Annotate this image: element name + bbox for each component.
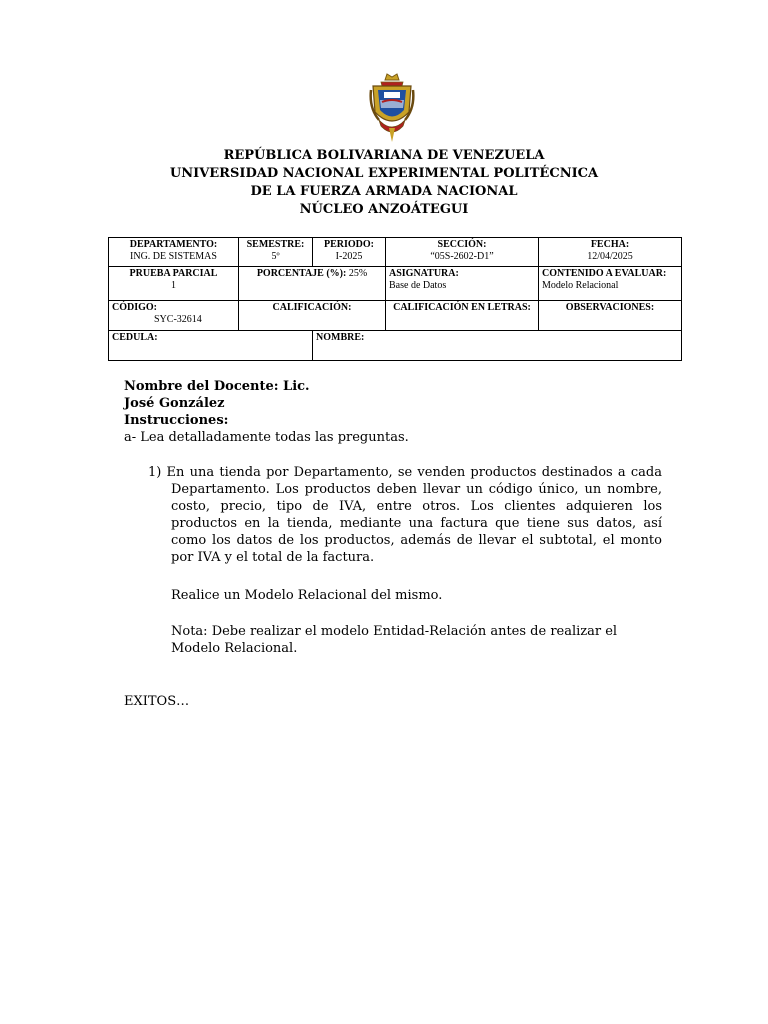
calificacion-letras-cell: CALIFICACIÓN EN LETRAS: bbox=[386, 301, 539, 331]
fecha-cell bbox=[539, 238, 682, 267]
departamento-label: DEPARTAMENTO: bbox=[129, 239, 218, 250]
fecha-label: FECHA: bbox=[590, 239, 630, 250]
contenido-cell bbox=[539, 267, 682, 301]
periodo-value: I-2025 bbox=[335, 251, 363, 262]
semestre-cell bbox=[239, 238, 313, 267]
fecha-value: 12/04/2025 bbox=[587, 251, 633, 262]
seccion-cell bbox=[386, 238, 539, 267]
instruction-a: a- Lea detalladamente todas las preguntas. bbox=[124, 430, 409, 445]
header-republica: REPÚBLICA BOLIVARIANA DE VENEZUELA bbox=[223, 148, 545, 163]
seccion-label: SECCIÓN: bbox=[437, 239, 487, 250]
prueba-parcial-cell bbox=[109, 267, 239, 301]
departamento-cell bbox=[109, 238, 239, 267]
docente-name-line2: José González bbox=[124, 396, 225, 411]
seccion-value: “05S-2602-D1” bbox=[430, 251, 494, 262]
question-1-text: 1) En una tienda por Departamento, se venden productos destinados a cada Departamento. Los productos deben llevar un código único, un nombre, costo, precio, tipo de IVA, entre otros. Los clientes adquieren los productos en la tienda, mediante una factura que tiene sus datos, así como los datos de los productos, además de llevar el subtotal, el monto por IVA y el total de la factura. bbox=[148, 465, 662, 565]
nombre-cell: NOMBRE: bbox=[313, 331, 682, 361]
contenido-value: Modelo Relacional bbox=[542, 280, 619, 291]
codigo-label: CÓDIGO: bbox=[112, 302, 157, 313]
prueba-parcial-label: PRUEBA PARCIAL bbox=[129, 268, 218, 279]
porcentaje-label: PORCENTAJE (%): bbox=[256, 268, 347, 279]
cedula-cell: CEDULA: bbox=[109, 331, 313, 361]
docente-name-line1: Nombre del Docente: Lic. bbox=[124, 379, 310, 394]
departamento-value: ING. DE SISTEMAS bbox=[130, 251, 217, 262]
header-fuerza-armada: DE LA FUERZA ARMADA NACIONAL bbox=[250, 184, 518, 199]
porcentaje-cell bbox=[239, 267, 386, 301]
calificacion-cell: CALIFICACIÓN: bbox=[239, 301, 386, 331]
periodo-label: PERIODO: bbox=[324, 239, 374, 250]
periodo-cell bbox=[313, 238, 386, 267]
asignatura-cell bbox=[386, 267, 539, 301]
instrucciones-heading: Instrucciones: bbox=[124, 413, 229, 428]
question-1-block bbox=[148, 464, 662, 566]
closing-text: EXITOS… bbox=[124, 694, 190, 709]
university-crest-icon bbox=[369, 72, 415, 144]
codigo-value: SYC-32614 bbox=[154, 314, 202, 325]
header-universidad: UNIVERSIDAD NACIONAL EXPERIMENTAL POLITÉCNICA bbox=[169, 166, 599, 181]
observaciones-cell: OBSERVACIONES: bbox=[539, 301, 682, 331]
asignatura-value: Base de Datos bbox=[389, 280, 447, 291]
semestre-label: SEMESTRE: bbox=[246, 239, 305, 250]
question-1-note: Nota: Debe realizar el modelo Entidad-Relación antes de realizar el Modelo Relacional. bbox=[171, 624, 618, 656]
semestre-value: 5º bbox=[271, 251, 280, 262]
prueba-parcial-value: 1 bbox=[171, 280, 176, 291]
porcentaje-value: 25% bbox=[348, 268, 368, 279]
contenido-label: CONTENIDO A EVALUAR: bbox=[542, 268, 667, 279]
question-1-task: Realice un Modelo Relacional del mismo. bbox=[171, 588, 443, 603]
codigo-cell bbox=[109, 301, 239, 331]
exam-info-table bbox=[108, 237, 682, 361]
header-nucleo: NÚCLEO ANZOÁTEGUI bbox=[299, 202, 469, 217]
asignatura-label: ASIGNATURA: bbox=[389, 268, 459, 279]
